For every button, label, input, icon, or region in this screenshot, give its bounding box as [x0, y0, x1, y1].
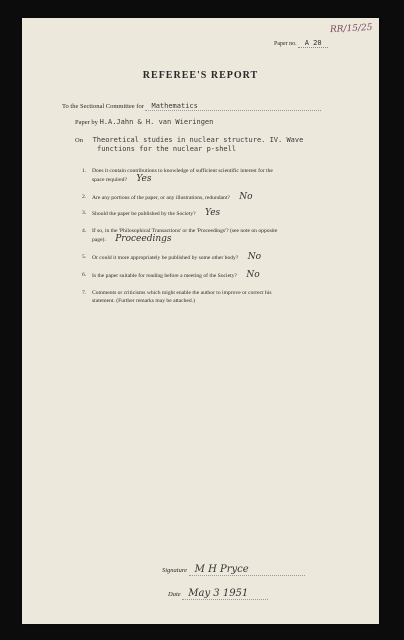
paper-by-label: Paper by [75, 119, 98, 126]
committee-value: Mathematics [145, 102, 321, 111]
question-number: 1. [82, 168, 87, 174]
committee-row [62, 102, 321, 111]
paper-by-value: H.A.Jahn & H. van Wieringen [99, 118, 214, 126]
question-text: Does it contain contributions to knowledge of sufficient scientific interest for the [92, 168, 273, 174]
paper-by-row [75, 118, 213, 126]
question-text: statement. (Further remarks may be attached.) [92, 297, 195, 304]
subject-row [75, 136, 303, 144]
date-label: Date [168, 591, 181, 598]
question-number: 4. [82, 228, 87, 234]
signature-handwritten: M H Pryce [189, 564, 305, 576]
answer-handwritten: Yes [205, 208, 221, 218]
answer-handwritten: Proceedings [115, 233, 172, 244]
question-text: Is the paper suitable for reading before a meeting of the Society? [92, 273, 237, 279]
report-sheet [22, 18, 379, 624]
question-3 [82, 208, 352, 219]
question-number: 2. [82, 194, 87, 200]
question-number: 6. [82, 272, 87, 278]
answer-handwritten: No [247, 252, 262, 262]
question-text: If so, in the 'Philosophical Transactions' or the 'Proceedings'? (see note on opposite [92, 228, 278, 234]
question-number: 5. [82, 254, 87, 260]
subject-line-2: functions for the nuclear p-shell [97, 145, 237, 153]
answer-handwritten: Yes [136, 173, 152, 184]
paper-number [274, 39, 328, 48]
question-6 [82, 270, 352, 281]
date-row [168, 588, 268, 600]
question-text: space required? [92, 176, 127, 183]
paper-number-value: A 20 [298, 39, 328, 48]
question-text: Or could it more appropriately be published by some other body? [92, 255, 239, 261]
signature-label: Signature [162, 567, 188, 574]
paper-number-label: Paper no. [274, 41, 297, 47]
answer-handwritten: No [239, 192, 253, 202]
subject-label: On [75, 137, 83, 144]
signature-row [162, 564, 305, 576]
question-7 [82, 290, 352, 305]
question-2 [82, 192, 352, 203]
question-5 [82, 252, 352, 263]
page-title: REFEREE'S REPORT [142, 70, 259, 81]
question-text: Are any portions of the paper, or any illustrations, redundant? [92, 195, 230, 201]
question-text: Should the paper be published by the Society? [92, 211, 196, 217]
question-4 [82, 228, 352, 244]
question-1 [82, 168, 352, 184]
date-handwritten: May 3 1951 [182, 588, 268, 600]
subject-line-1: Theoretical studies in nuclear structure. IV. Wave [92, 136, 304, 144]
question-number: 7. [82, 290, 87, 296]
committee-label: To the Sectional Committee for [62, 103, 144, 110]
question-text: page). [92, 236, 106, 243]
archive-reference: RR/15/25 [330, 22, 374, 36]
question-text: Comments or criticisms which might enable the author to improve or correct his [92, 290, 272, 296]
answer-handwritten: No [246, 270, 260, 280]
question-number: 3. [82, 210, 87, 216]
